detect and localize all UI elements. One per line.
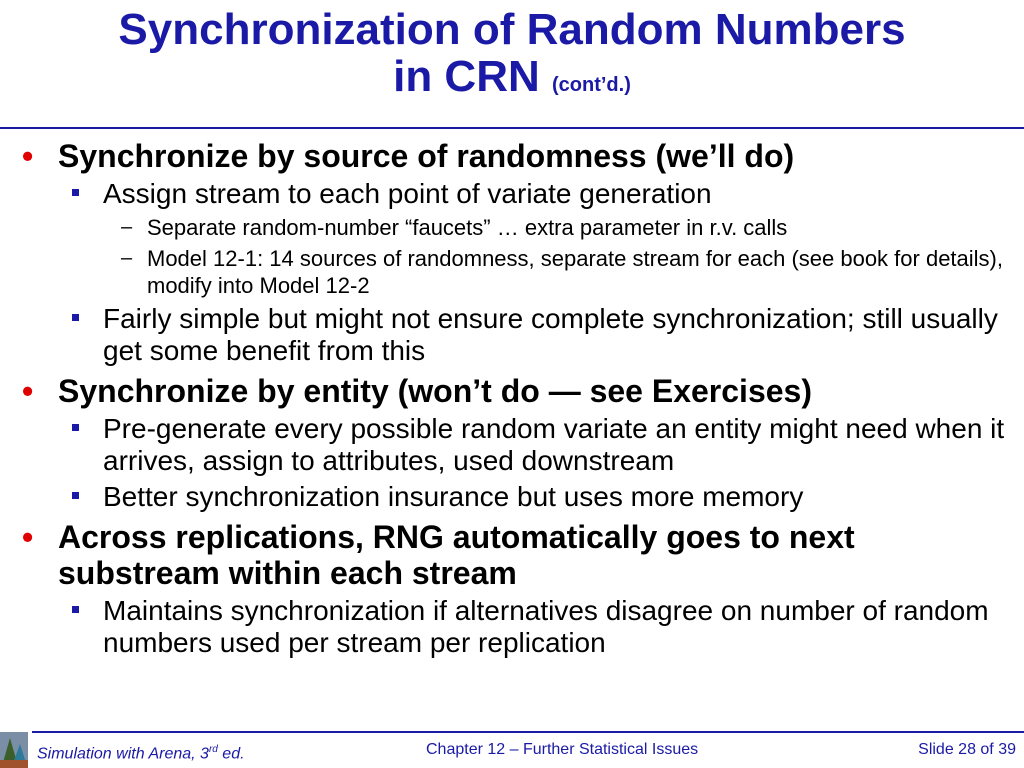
sub-sub-bullet-1-1-2 (0, 245, 1024, 299)
dash-bullet-icon: – (121, 216, 133, 238)
sub-sub-bullet-text: Model 12-1: 14 sources of randomness, separate stream for each (see book for details), modify into Model 12-2 (147, 246, 1003, 298)
bullet-dot-icon: • (22, 373, 34, 409)
footer-chapter: Chapter 12 – Further Statistical Issues (426, 741, 699, 758)
slide-content (0, 138, 1024, 659)
title-line-2 (0, 53, 1024, 109)
sub-bullet-1-1 (0, 178, 1024, 210)
footer-book-text: Simulation with Arena, 3 (37, 745, 209, 763)
footer-slide-number: Slide 28 of 39 (918, 741, 1016, 758)
square-bullet-icon (72, 314, 79, 321)
bullet-text: Synchronize by entity (won’t do — see Exercises) (58, 373, 812, 409)
sub-bullet-text: Fairly simple but might not ensure complete synchronization; still usually get some benefit from this (103, 303, 998, 366)
sub-sub-bullet-text: Separate random-number “faucets” … extra parameter in r.v. calls (147, 215, 788, 240)
sub-bullet-text: Maintains synchronization if alternatives disagree on number of random numbers used per stream per replication (103, 595, 989, 658)
square-bullet-icon (72, 424, 79, 431)
dash-bullet-icon: – (121, 247, 133, 269)
sub-bullet-3-1 (0, 595, 1024, 659)
title-line-1: Synchronization of Random Numbers (118, 5, 906, 54)
sub-bullet-2-1 (0, 413, 1024, 477)
bullet-3 (0, 519, 1024, 591)
sub-bullet-text: Assign stream to each point of variate generation (103, 178, 712, 209)
footer-book-sup: rd (208, 744, 218, 755)
bullet-dot-icon: • (22, 519, 34, 555)
bullet-dot-icon: • (22, 138, 34, 174)
square-bullet-icon (72, 492, 79, 499)
footer-book-end: ed. (217, 745, 245, 763)
square-bullet-icon (72, 606, 79, 613)
title-cont: (cont’d.) (552, 74, 631, 96)
footer-book-title (37, 740, 245, 764)
footer-divider (32, 731, 1024, 733)
title-divider (0, 127, 1024, 129)
bullet-2 (0, 373, 1024, 409)
bullet-1 (0, 138, 1024, 174)
slide-title (0, 6, 1024, 109)
sub-bullet-text: Pre-generate every possible random variate an entity might need when it arrives, assign to attributes, used downstream (103, 413, 1005, 476)
bullet-text: Across replications, RNG automatically goes to next substream within each stream (58, 519, 855, 591)
sub-bullet-1-2 (0, 303, 1024, 367)
arena-logo-icon (0, 732, 28, 768)
square-bullet-icon (72, 189, 79, 196)
title-line-2-main: in CRN (393, 52, 540, 101)
sub-bullet-2-2 (0, 481, 1024, 513)
bullet-text: Synchronize by source of randomness (we’ll do) (58, 138, 795, 174)
sub-sub-bullet-1-1-1 (0, 214, 1024, 241)
sub-bullet-text: Better synchronization insurance but uses more memory (103, 481, 804, 512)
